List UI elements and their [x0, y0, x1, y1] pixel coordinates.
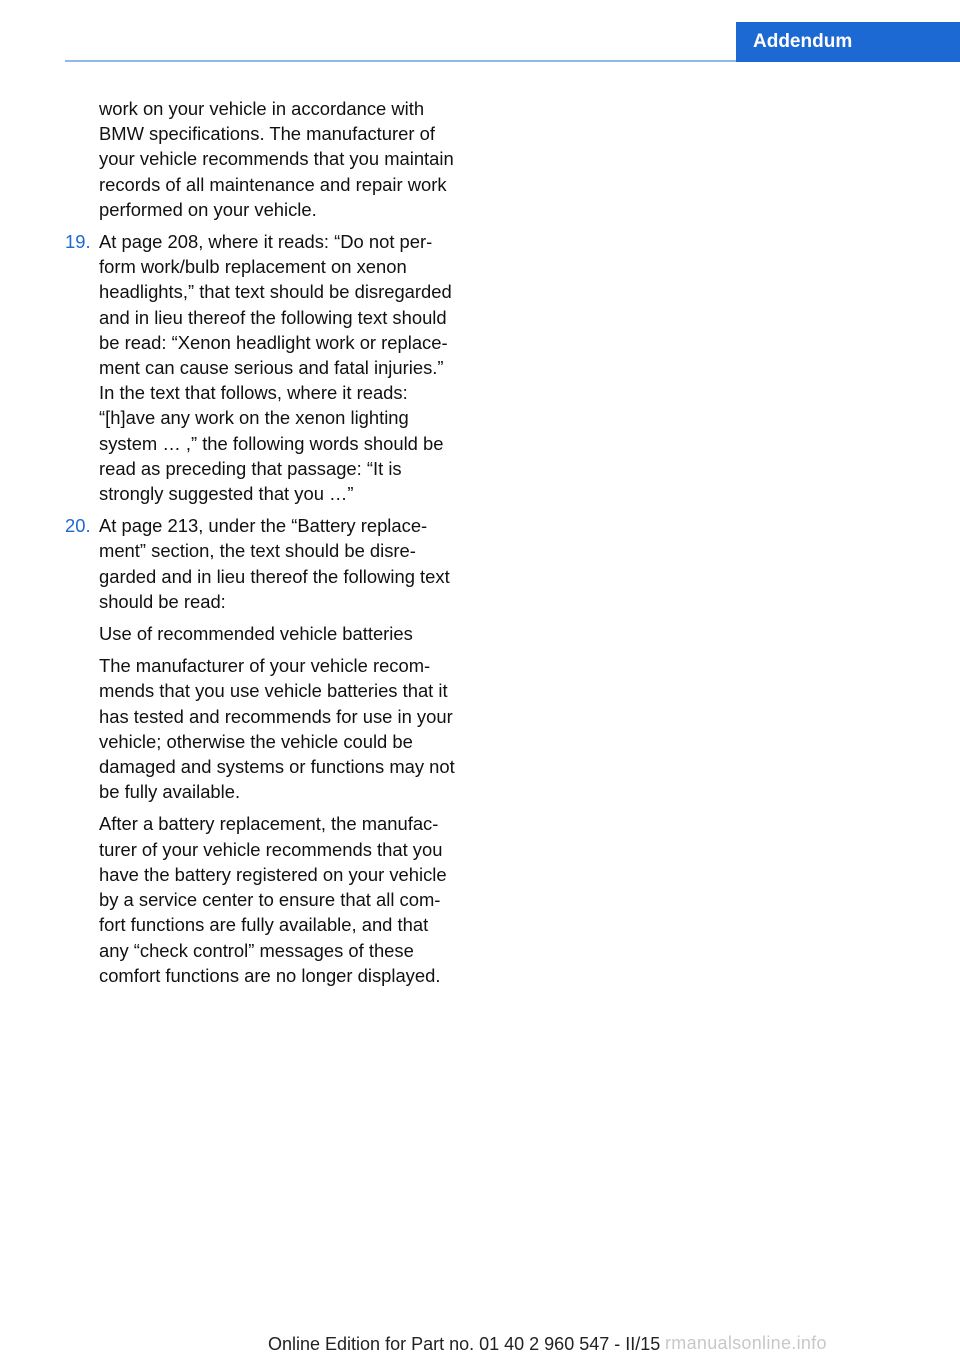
subparagraph [99, 811, 480, 987]
text-line: mends that you use vehicle batteries that it [99, 680, 448, 702]
list-item-20 [65, 513, 480, 988]
list-item-19 [65, 229, 480, 506]
text-line: records of all maintenance and repair work [99, 173, 447, 195]
text-line: be read: “Xenon headlight work or replace‐ [99, 331, 448, 353]
text-line: Use of recommended vehicle batteries [99, 623, 413, 645]
text-line: your vehicle recommends that you maintain [99, 148, 454, 170]
text-line: At page 213, under the “Battery replace‐ [99, 515, 428, 537]
watermark-text: rmanualsonline.info [665, 1333, 827, 1353]
text-line: strongly suggested that you …” [99, 483, 354, 505]
text-line: headlights,” that text should be disregarded [99, 281, 452, 303]
text-line: At page 208, where it reads: “Do not per‐ [99, 231, 433, 253]
text-line: ment” section, the text should be disre‐ [99, 540, 416, 562]
text-line: After a battery replacement, the manufac‐ [99, 813, 439, 835]
text-line: comfort functions are no longer displayed. [99, 964, 441, 986]
section-tab [736, 22, 960, 62]
intro-paragraph [65, 96, 480, 222]
text-line: have the battery registered on your vehicle [99, 863, 447, 885]
text-line: by a service center to ensure that all com‐ [99, 889, 441, 911]
text-line: and in lieu thereof the following text should [99, 306, 447, 328]
text-line: BMW specifications. The manufacturer of [99, 123, 435, 145]
text-line: any “check control” messages of these [99, 939, 414, 961]
item-number: 20. [65, 515, 91, 537]
text-line: form work/bulb replacement on xenon [99, 256, 407, 278]
text-line: should be read: [99, 590, 226, 612]
header-rule [65, 60, 736, 62]
text-line: The manufacturer of your vehicle recom‐ [99, 655, 431, 677]
section-title: Addendum [753, 31, 853, 52]
text-line: In the text that follows, where it reads: [99, 382, 408, 404]
subparagraph-heading [99, 621, 480, 646]
item-number: 19. [65, 231, 91, 253]
text-line: “[h]ave any work on the xenon lighting [99, 407, 409, 429]
text-line: work on your vehicle in accordance with [99, 98, 425, 119]
text-line: garded and in lieu thereof the following text [99, 565, 450, 587]
text-line: vehicle; otherwise the vehicle could be [99, 730, 413, 752]
text-line: be fully available. [99, 781, 241, 803]
page-content [65, 96, 480, 988]
subparagraph [99, 653, 480, 804]
text-line: performed on your vehicle. [99, 198, 317, 220]
text-line: has tested and recommends for use in your [99, 705, 453, 727]
text-line: ment can cause serious and fatal injuries.” [99, 357, 444, 379]
edition-note: Online Edition for Part no. 01 40 2 960 547 - II/15 [268, 1334, 661, 1354]
text-line: fort functions are fully available, and that [99, 914, 429, 936]
text-line: read as preceding that passage: “It is [99, 457, 402, 479]
text-line: damaged and systems or functions may not [99, 756, 455, 778]
text-line: turer of your vehicle recommends that you [99, 838, 443, 860]
text-line: system … ,” the following words should be [99, 432, 444, 454]
